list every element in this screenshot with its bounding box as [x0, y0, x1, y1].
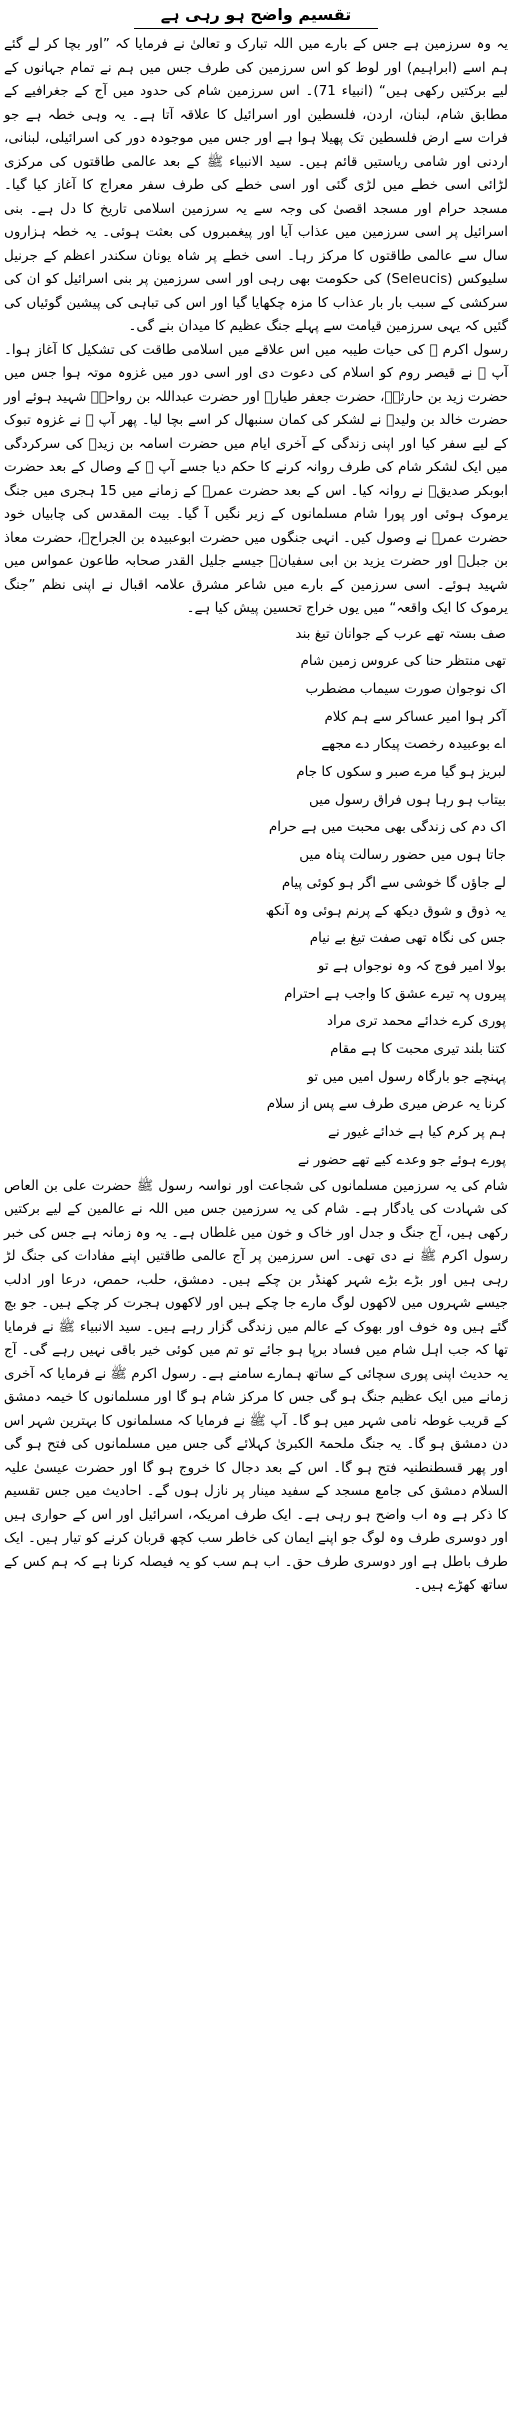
poem-line: لے جاؤں گا خوشی سے اگر ہو کوئی پیام	[281, 874, 506, 891]
article-title: تقسیم واضح ہو رہی ہے	[160, 5, 352, 24]
article-paragraph: شام کی یہ سرزمین مسلمانوں کی شجاعت اور نواسہ رسول ﷺ حضرت علی بن العاص کی شہادت کی یادگار ہے۔ شام کی یہ سرزمین جس میں اللہ نے عالمین کے لیے برکتیں رکھی ہیں، آج جنگ و جدل اور خاک و خون میں غلطاں ہے۔ یہ وہ زمانہ ہے جس کی خبر رسول اکرم ﷺ نے دی تھی۔ اس سرزمین پر آج عالمی طاقتیں اپنے مفادات کی جنگ لڑ رہی ہیں اور بڑے بڑے شہر کھنڈر بن چکے ہیں۔ دمشق، حلب، حمص، درعا اور ادلب جیسے شہروں میں لاکھوں لوگ مارے جا چکے ہیں اور لاکھوں ہجرت کر چکے ہیں۔ جو بچ گئے ہیں وہ خوف اور بھوک کے عالم میں زندگی گزار رہے ہیں۔ سید الانبیاء ﷺ نے فرمایا تھا کہ جب اہل شام میں فساد برپا ہو جائے تو تم میں کوئی خیر باقی نہیں رہے گی۔ آج یہ حدیث اپنی پوری سچائی کے ساتھ ہمارے سامنے ہے۔ رسول اکرم ﷺ نے فرمایا کہ آخری زمانے میں ایک عظیم جنگ ہو گی جس کا مرکز شام ہو گا اور مسلمانوں کا خیمہ دمشق کے قریب غوطہ نامی شہر میں ہو گا۔ آپ ﷺ نے فرمایا کہ مسلمانوں کا بہترین شہر اس دن دمشق ہو گا۔ یہ جنگ ملحمۃ الکبریٰ کہلائے گی جس میں مسلمانوں کی فتح ہو گی اور پھر قسطنطنیہ فتح ہو گا۔ اس کے بعد دجال کا خروج ہو گا اور حضرت عیسیٰ علیہ السلام دمشق کی جامع مسجد کے سفید مینار پر نازل ہوں گے۔ احادیث میں جس تقسیم کا ذکر ہے وہ اب واضح ہو رہی ہے۔ ایک طرف امریکہ، اسرائیل اور اس کے حواری ہیں اور دوسری طرف وہ لوگ جو اپنے ایمان کی خاطر سب کچھ قربان کرنے کو تیار ہیں۔ ایک طرف باطل ہے اور دوسری طرف حق۔ اب ہم سب کو یہ فیصلہ کرنا ہے کہ ہم کس کے ساتھ کھڑے ہیں۔	[4, 1177, 508, 1594]
poem-block	[4, 621, 508, 1175]
poem-line: جس کی نگاہ تھی صفت تیغ بے نیام	[309, 930, 506, 947]
poem-line: کرنا یہ عرض میری طرف سے پس از سلام	[266, 1096, 506, 1113]
poem-line: بولا امیر فوج کہ وہ نوجواں ہے تو	[317, 957, 506, 974]
poem-line: بیتاب ہو رہا ہوں فراق رسول میں	[308, 791, 506, 808]
poem-line: صف بستہ تھے عرب کے جوانان تیغ بند	[295, 625, 506, 642]
poem-line: اک دم کی زندگی بھی محبت میں ہے حرام	[268, 819, 506, 836]
poem-line: پوری کرے خدائے محمد تری مراد	[327, 1013, 506, 1030]
poem-line: اے بوعبیدہ رخصت پیکار دے مجھے	[321, 736, 506, 753]
article-paragraph: رسول اکرم ﷺ کی حیات طیبہ میں اس علاقے میں اسلامی طاقت کی تشکیل کا آغاز ہوا۔ آپ ﷺ نے قیصر روم کو اسلام کی دعوت دی اور اسی دور میں غزوہ موتہ ہوا جس میں حضرت زید بن حارثہؓ، حضرت جعفر طیارؓ اور حضرت عبداللہ بن رواحہؓ شہید ہوئے اور حضرت خالد بن ولیدؓ نے لشکر کی کمان سنبھال کر اسے بچا لیا۔ پھر آپ ﷺ نے غزوہ تبوک کے لیے سفر کیا اور اپنی زندگی کے آخری ایام میں حضرت اسامہ بن زیدؓ کی سرکردگی میں ایک لشکر شام کی طرف روانہ کرنے کا حکم دیا جسے آپ ﷺ کے وصال کے بعد حضرت ابوبکر صدیقؓ نے روانہ کیا۔ اس کے بعد حضرت عمرؓ کے زمانے میں 15 ہجری میں جنگ یرموک ہوئی اور پورا شام مسلمانوں کے زیر نگیں آ گیا۔ بیت المقدس کی چابیاں خود حضرت عمرؓ نے وصول کیں۔ انہی جنگوں میں حضرت ابوعبیدہ بن الجراحؓ، حضرت معاذ بن جبلؓ اور حضرت یزید بن ابی سفیانؓ جیسے جلیل القدر صحابہ طاعون عمواس میں شہید ہوئے۔ اسی سرزمین کے بارے میں شاعر مشرق علامہ اقبال نے اپنی نظم ”جنگ یرموک کا ایک واقعہ“ میں یوں خراج تحسین پیش کیا ہے۔	[4, 341, 508, 616]
poem-line: پہنچے جو بارگاہ رسول امیں میں تو	[307, 1068, 506, 1085]
poem-line: پیروں پہ تیرے عشق کا واجب ہے احترام	[284, 985, 506, 1002]
title-underline	[134, 28, 378, 29]
poem-line: اک نوجوان صورت سیماب مضطرب	[305, 680, 506, 697]
poem-line: پورے ہوئے جو وعدے کیے تھے حضور نے	[297, 1151, 506, 1168]
poem-line: جاتا ہوں میں حضور رسالت پناہ میں	[299, 847, 506, 864]
poem-line: لبریز ہو گیا مرے صبر و سکوں کا جام	[296, 764, 506, 781]
poem-line: ہم پر کرم کیا ہے خدائے غیور نے	[328, 1124, 506, 1141]
poem-line: یہ ذوق و شوق دیکھ کے پرنم ہوئی وہ آنکھ	[265, 902, 506, 919]
poem-line: تھی منتظر حنا کی عروس زمین شام	[300, 653, 506, 670]
poem-line: کتنا بلند تیری محبت کا ہے مقام	[330, 1041, 506, 1058]
poem-line: آکر ہوا امیر عساکر سے ہم کلام	[324, 708, 506, 725]
article-paragraph: یہ وہ سرزمین ہے جس کے بارے میں اللہ تبارک و تعالیٰ نے فرمایا کہ ”اور بچا کر لے گئے ہم اسے (ابراہیم) اور لوط کو اس سرزمین کی طرف جس میں ہم نے تمام جہانوں کے لیے برکتیں رکھی ہیں“ (انبیاء 71)۔ اس سرزمین شام کی حدود میں آج کے جغرافیے کے مطابق شام، لبنان، اردن، فلسطین اور اسرائیل کا علاقہ آتا ہے۔ یہ وہی خطہ ہے جو فرات سے ارض فلسطین تک پھیلا ہوا ہے اور جس میں موجودہ دور کی اسرائیلی، لبنانی، اردنی اور شامی ریاستیں قائم ہیں۔ سید الانبیاء ﷺ کے بعد عالمی طاقتوں کی مرکزی لڑائی اسی خطے میں لڑی گئی اور اسی خطے کی طرف سفر معراج کا آغاز کیا گیا۔ مسجد حرام اور مسجد اقصیٰ کی وجہ سے یہ سرزمین اسلامی تاریخ کا دل ہے۔ بنی اسرائیل پر اسی سرزمین میں عذاب آیا اور پیغمبروں کی بعثت ہوئی۔ یہ خطہ ہزاروں سال سے عالمی طاقتوں کا مرکز رہا۔ اسی خطے پر شاہ یونان سکندر اعظم کے جرنیل سلیوکس (Seleucis) کی حکومت بھی رہی اور اسی سرزمین پر بنی اسرائیل کو ان کی سرکشی کے سبب بار بار عذاب کا مزہ چکھایا گیا اور اس کی تباہی کی پیشین گوئیاں کی گئیں کہ یہی سرزمین قیامت سے پہلے جنگ عظیم کا میدان بنے گی۔	[4, 36, 508, 334]
